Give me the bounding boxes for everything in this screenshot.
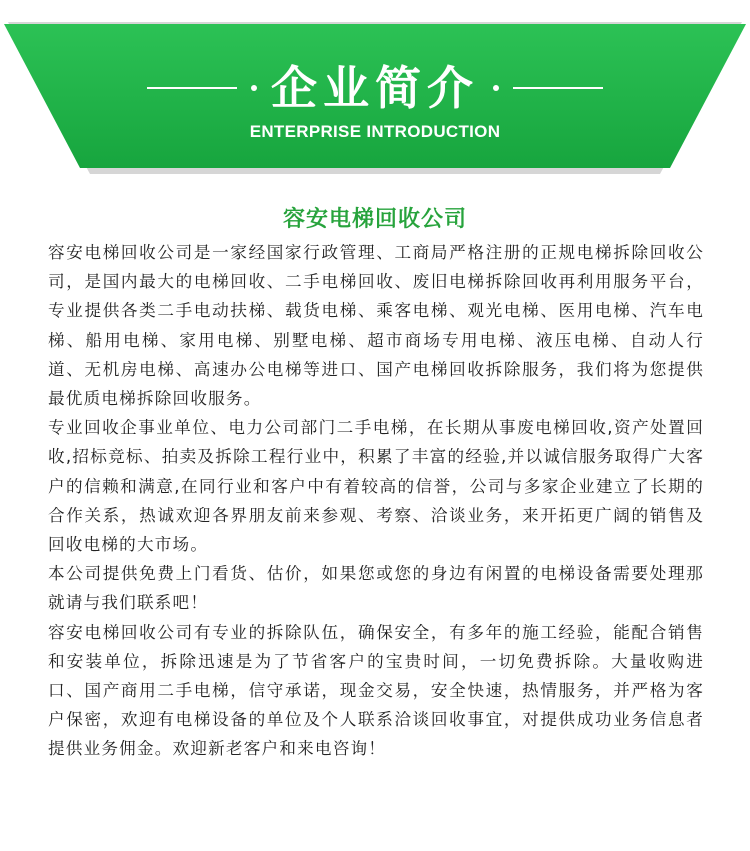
intro-paragraph-4: 容安电梯回收公司有专业的拆除队伍，确保安全，有多年的施工经验，能配合销售和安装单位，拆除迅速是为了节省客户的宝贵时间，一切免费拆除。大量收购进口、国产商用二手电梯，信守承诺，现金交易，安全快速，热情服务，并严格为客户保密，欢迎有电梯设备的单位及个人联系洽谈回收事宜，对提供成功业务信息者提供业务佣金。欢迎新老客户和来电咨询！ [48, 622, 704, 759]
intro-paragraph-3: 本公司提供免费上门看货、估价，如果您或您的身边有闲置的电梯设备需要处理那就请与我们联系吧！ [48, 564, 704, 613]
intro-paragraph-1: 容安电梯回收公司是一家经国家行政管理、工商局严格注册的正规电梯拆除回收公司，是国内最大的电梯回收、二手电梯回收、废旧电梯拆除回收再利用服务平台，专业提供各类二手电动扶梯、载货电梯、乘客电梯、观光电梯、医用电梯、汽车电梯、船用电梯、家用电梯、别墅电梯、超市商场专用电梯、液压电梯、自动人行道、无机房电梯、高速办公电梯等进口、国产电梯回收拆除服务，我们将为您提供最优质电梯拆除回收服务。 [48, 243, 704, 409]
page-subtitle: ENTERPRISE INTRODUCTION [249, 122, 501, 141]
intro-paragraph-2: 专业回收企事业单位、电力公司部门二手电梯，在长期从事废电梯回收,资产处置回收,招标竞标、拍卖及拆除工程行业中，积累了丰富的经验,并以诚信服务取得广大客户的信赖和满意,在同行业和客户中有着较高的信誉，公司与多家企业建立了长期的合作关系，热诚欢迎各界朋友前来参观、考察、洽谈业务，来开拓更广阔的销售及回收电梯的大市场。 [48, 418, 704, 555]
left-divider-line [147, 87, 237, 89]
intro-content [48, 238, 704, 764]
left-divider-dot [251, 85, 257, 91]
header-banner [0, 0, 750, 180]
title-row [0, 56, 750, 120]
company-name-heading: 容安电梯回收公司 [282, 207, 467, 232]
page-title: 企业简介 [271, 61, 479, 115]
right-divider-line [513, 87, 603, 89]
right-divider-dot [493, 85, 499, 91]
